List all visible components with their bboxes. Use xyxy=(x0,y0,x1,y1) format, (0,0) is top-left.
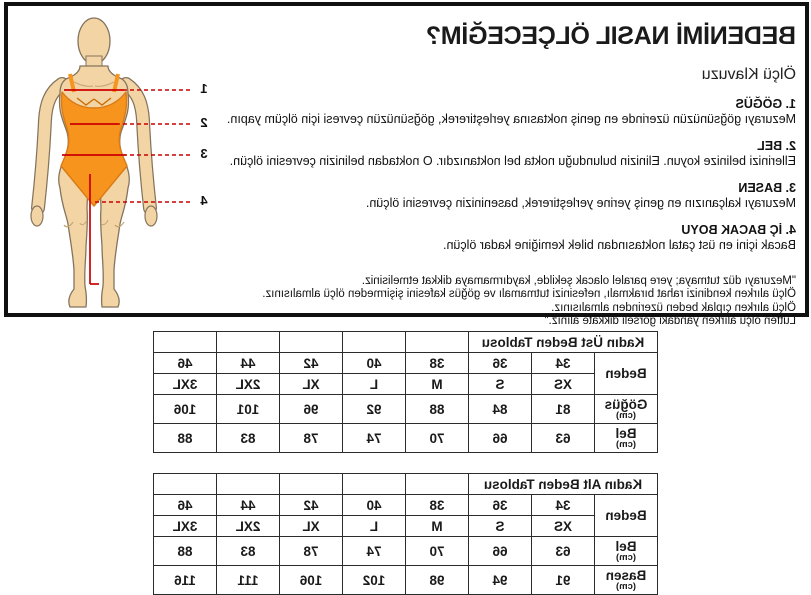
size-num: 42 xyxy=(280,353,343,374)
cell-value: 70 xyxy=(406,424,469,453)
section-body: Mezurayı kalçanızın en geniş yerine yerleştirerek, baseninizin çevresini ölçün. xyxy=(365,196,796,210)
body-figure-illustration xyxy=(14,10,214,316)
measure-label-4: 4 xyxy=(200,193,208,208)
cell-value: 101 xyxy=(217,395,280,424)
note-line: "Mezurayı düz tutmaya; yere paralel olacak şekilde, kaydırmamaya dikkat etmelisiniz. xyxy=(361,275,796,287)
row-label-gogus: Göğüs (cm) xyxy=(595,395,658,424)
section-bel xyxy=(188,139,796,168)
measure-label-3: 3 xyxy=(200,146,208,161)
size-num: 46 xyxy=(154,495,217,516)
size-num: 44 xyxy=(217,495,280,516)
note-line: Ölçü alırken çıplak beden üzerinden almalısınız. xyxy=(551,301,796,314)
section-heading: 2. BEL xyxy=(757,139,796,153)
cell-value: 102 xyxy=(343,566,406,595)
size-letter: S xyxy=(469,516,532,537)
size-letter: L xyxy=(343,516,406,537)
section-heading: 3. BASEN xyxy=(738,181,796,195)
cell-value: 88 xyxy=(154,537,217,566)
cell-value: 94 xyxy=(469,566,532,595)
size-num: 46 xyxy=(154,353,217,374)
page-subtitle: Ölçü Klavuzu xyxy=(701,66,796,83)
cell-value: 83 xyxy=(217,424,280,453)
row-label-bel: Bel (cm) xyxy=(595,537,658,566)
size-letter: XS xyxy=(532,374,595,395)
cell-value: 63 xyxy=(532,537,595,566)
guide-text-column xyxy=(188,14,796,329)
row-label-bel: Bel (cm) xyxy=(595,424,658,453)
cell-value: 83 xyxy=(217,537,280,566)
cell-value: 74 xyxy=(343,537,406,566)
section-body: Bacak içini en üst çatal noktasından bilek kemiğine kadar ölçün. xyxy=(443,238,796,252)
size-letter: 3XL xyxy=(154,374,217,395)
size-tables xyxy=(153,331,658,595)
size-num: 38 xyxy=(406,495,469,516)
size-num: 44 xyxy=(217,353,280,374)
cell-value: 63 xyxy=(532,424,595,453)
size-letter: 2XL xyxy=(217,516,280,537)
lower-body-size-table xyxy=(153,473,658,595)
cell-value: 96 xyxy=(280,395,343,424)
cell-value: 70 xyxy=(406,537,469,566)
size-num: 40 xyxy=(343,353,406,374)
size-num: 36 xyxy=(469,353,532,374)
cell-value: 116 xyxy=(154,566,217,595)
size-letter: 3XL xyxy=(154,516,217,537)
section-ic-bacak-boyu xyxy=(188,223,796,252)
note-line: Lütfen ölçü alırken yandaki görseli dikkate alınız." xyxy=(544,315,796,328)
cell-value: 88 xyxy=(406,395,469,424)
cell-value: 81 xyxy=(532,395,595,424)
row-label-beden: Beden xyxy=(595,495,658,537)
cell-value: 91 xyxy=(532,566,595,595)
size-letter: XL xyxy=(280,516,343,537)
size-letter: L xyxy=(343,374,406,395)
row-label-basen: Basen (cm) xyxy=(595,566,658,595)
section-body: Mezurayı göğsünüzün üzerinde en geniş noktasına yerleştirerek, göğsünüzün çevresi için ölçüm yapın. xyxy=(226,112,796,126)
size-letter: XS xyxy=(532,516,595,537)
size-num: 38 xyxy=(406,353,469,374)
table-title: Kadın Üst Beden Tablosu xyxy=(469,332,658,353)
size-num: 42 xyxy=(280,495,343,516)
cell-value: 66 xyxy=(469,537,532,566)
size-letter: M xyxy=(406,374,469,395)
page-title: BEDENİMİ NASIL ÖLÇECEĞİM? xyxy=(426,22,796,50)
body-measurement-figure xyxy=(14,10,214,316)
measurement-notes xyxy=(188,275,796,329)
size-num: 36 xyxy=(469,495,532,516)
cell-value: 88 xyxy=(154,424,217,453)
section-heading: 1. GÖĞÜS xyxy=(735,97,796,111)
row-label-beden: Beden xyxy=(595,353,658,395)
size-letter: 2XL xyxy=(217,374,280,395)
cell-value: 66 xyxy=(469,424,532,453)
cell-value: 78 xyxy=(280,537,343,566)
size-letter: S xyxy=(469,374,532,395)
cell-value: 106 xyxy=(154,395,217,424)
cell-value: 78 xyxy=(280,424,343,453)
size-letter: M xyxy=(406,516,469,537)
upper-body-size-table xyxy=(153,331,658,453)
measure-guide-panel xyxy=(4,2,809,328)
section-basen xyxy=(188,181,796,210)
cell-value: 106 xyxy=(280,566,343,595)
measure-label-2: 2 xyxy=(200,115,208,130)
table-title: Kadın Alt Beden Tablosu xyxy=(469,474,658,495)
cell-value: 92 xyxy=(343,395,406,424)
section-gogus xyxy=(188,97,796,126)
section-body: Ellerinizi belinize koyun. Elinizin bulunduğu nokta bel noktanızdır. O noktadan belinizin çevresini ölçün. xyxy=(229,154,796,168)
measure-label-1: 1 xyxy=(200,81,208,96)
size-num: 40 xyxy=(343,495,406,516)
size-letter: XL xyxy=(280,374,343,395)
section-heading: 4. İÇ BACAK BOYU xyxy=(681,223,796,237)
cell-value: 74 xyxy=(343,424,406,453)
note-line: Ölçü alırken kendinizi rahat bırakmalı, nefesinizi tutmamalı ve göğüs kafesini şişirmeden ölçü almalısınız. xyxy=(262,288,796,301)
size-num: 34 xyxy=(532,495,595,516)
cell-value: 98 xyxy=(406,566,469,595)
cell-value: 84 xyxy=(469,395,532,424)
size-num: 34 xyxy=(532,353,595,374)
cell-value: 111 xyxy=(217,566,280,595)
